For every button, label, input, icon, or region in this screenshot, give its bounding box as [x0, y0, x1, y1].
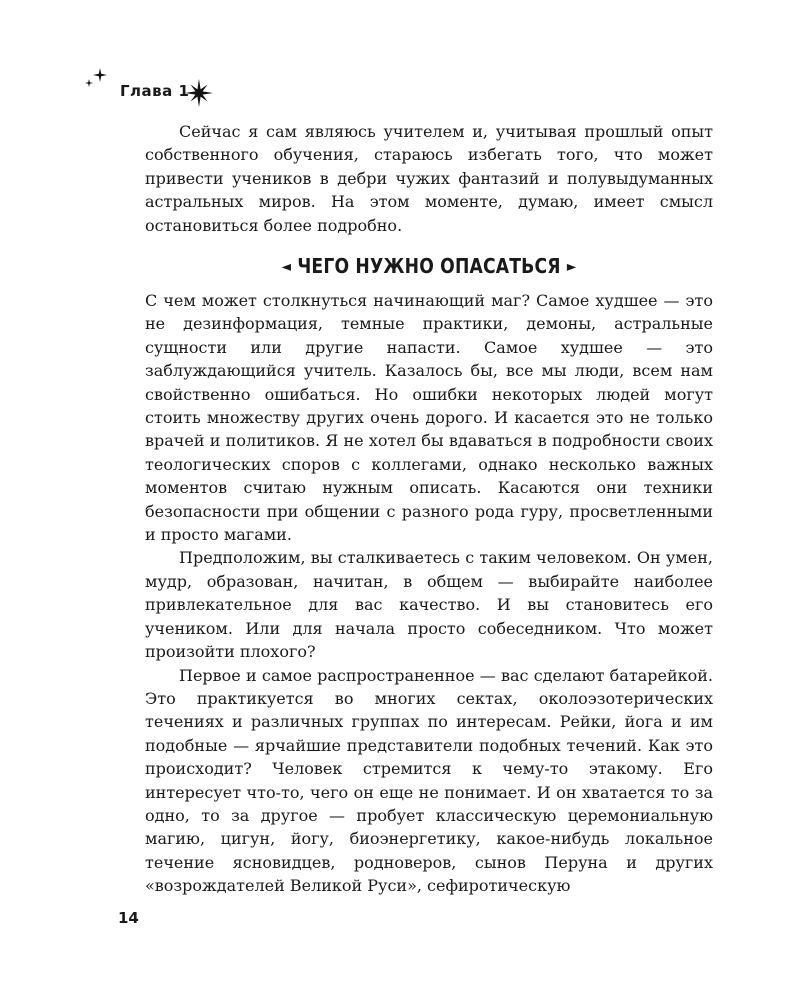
- left-arrow-icon: ◄: [281, 259, 292, 275]
- paragraph: С чем может столкнуться начинающий маг? Самое худшее — это не дезинформация, темные практики, демоны, астральные сущности или другие напасти. Самое худшее — это заблуждающийся учитель. Казалось бы, все мы люди, всем нам свойственно ошибаться. Но ошибки некоторых людей могут стоить множеству других очень дорого. И касается это не только врачей и политиков. Я не хотел бы вдаваться в подробности своих теологических споров с коллегами, однако несколько важных моментов считаю нужным описать. Касаются они техники безопасности при общении с разного рода гуру, просветленными и просто магами.: [145, 291, 713, 545]
- paragraph: Первое и самое распространенное — вас сделают батарейкой. Это практикуется во многих сектах, околоэзотерических течениях и различных группах по интересам. Рейки, йога и им подобные — ярчайшие представители подобных течений. Как это происходит? Человек стремится к чему-то этакому. Его интересует что-то, чего он еще не понимает. И он хватается то за одно, то за другое — пробует классическую церемониальную магию, цигун, йогу, биоэнергетику, какое-нибудь локальное течение ясновидцев, родноверов, сынов Перуна и других «возрождателей Великой Руси», сефиротическую: [145, 665, 713, 896]
- star-icon: [185, 79, 213, 107]
- section-heading: [185, 254, 673, 278]
- paragraph: Предположим, вы сталкиваетесь с таким человеком. Он умен, мудр, образован, начитан, в общем — выбирайте наиболее привлекательное для вас качество. И вы становитесь его учеником. Или для начала просто собеседником. Что может произойти плохого?: [145, 548, 713, 662]
- right-arrow-icon: ►: [566, 259, 577, 275]
- sparkle-stars-icon: [82, 66, 112, 96]
- section-title: ЧЕГО НУЖНО ОПАСАТЬСЯ: [297, 254, 561, 278]
- paragraph: Сейчас я сам являюсь учителем и, учитывая прошлый опыт собственного обучения, стараюсь избегать того, что может привести учеников в дебри чужих фантазий и полувыдуманных астральных миров. На этом моменте, думаю, имеет смысл остановиться более подробно.: [145, 122, 713, 235]
- page-number: 14: [118, 909, 139, 927]
- lead-paragraph: [145, 120, 713, 237]
- section-body: [145, 289, 713, 898]
- chapter-label: Глава 1: [120, 82, 190, 100]
- running-head: [82, 66, 282, 116]
